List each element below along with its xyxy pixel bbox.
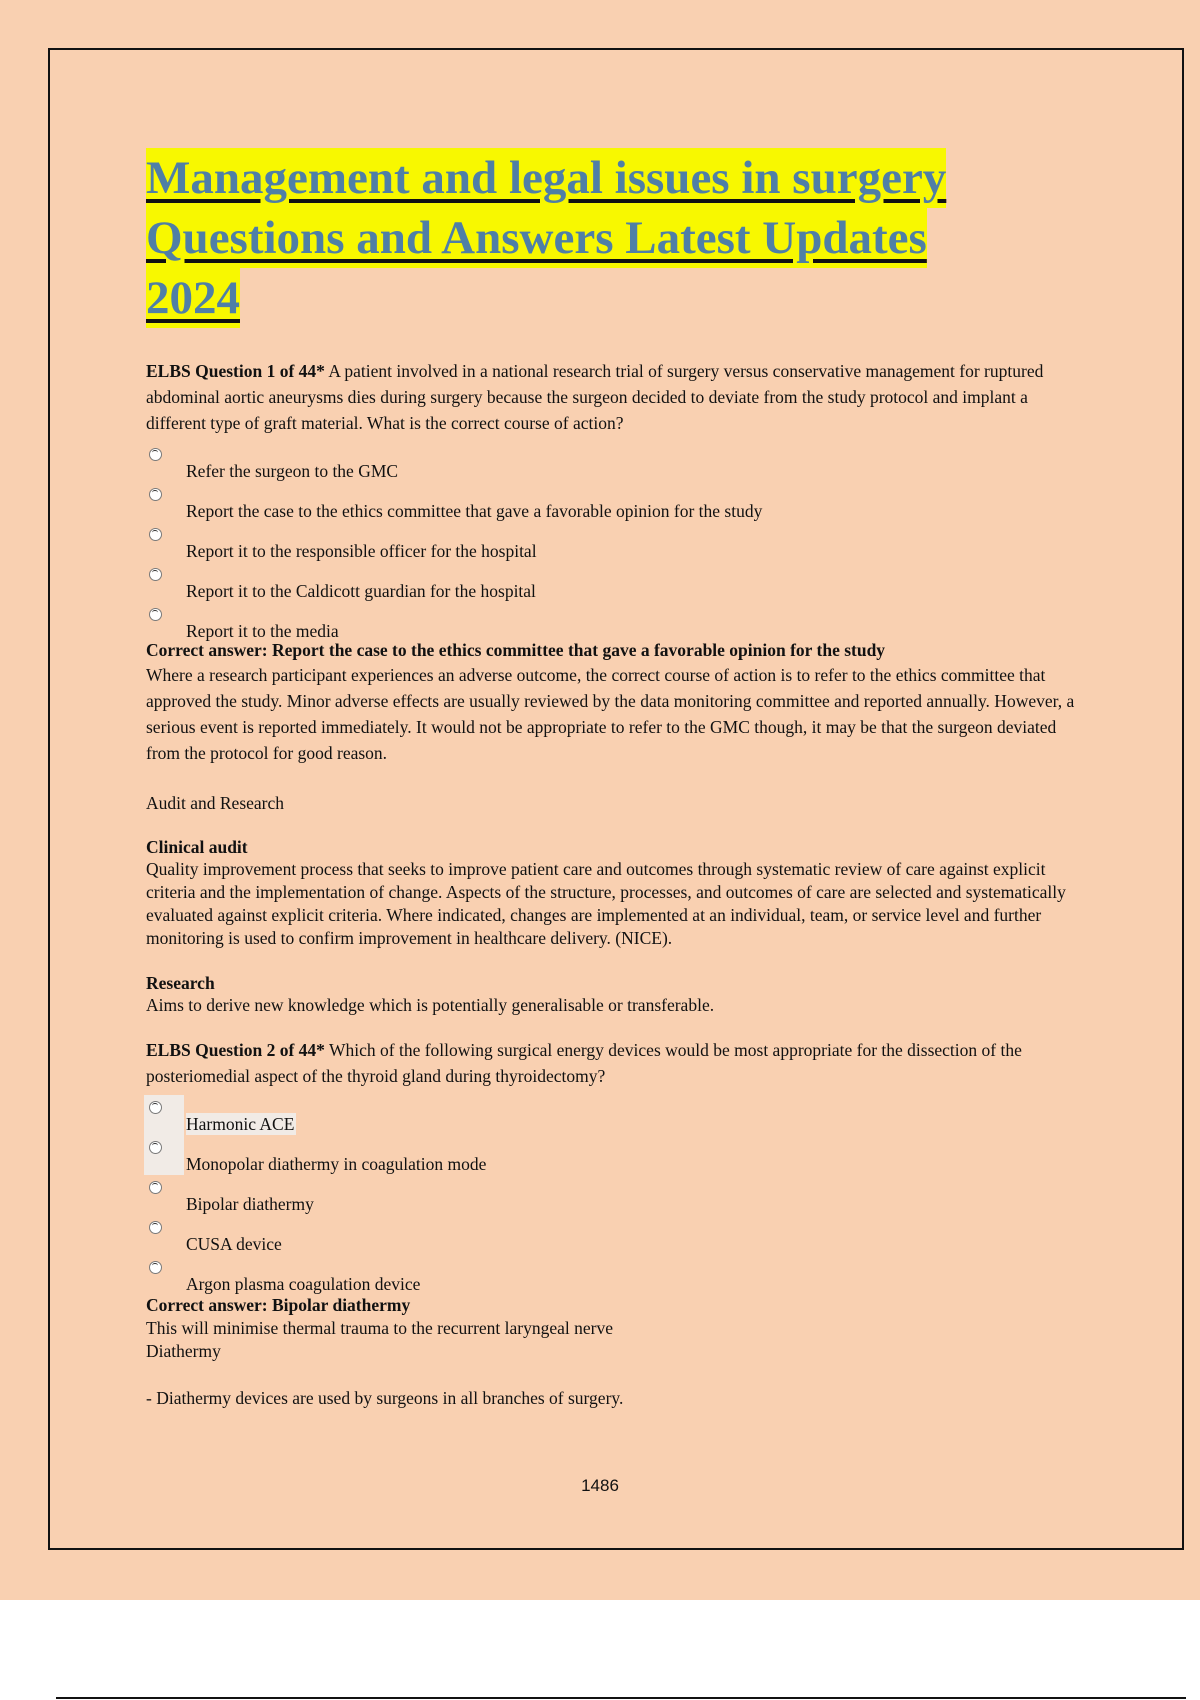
- q1-option-3[interactable]: [146, 526, 1086, 566]
- question-2-text: Which of the following surgical energy devices would be most appropriate for the dissection of the posteriomedial aspect of the thyroid gland during thyroidectomy?: [146, 1040, 1022, 1086]
- question-2-answer: Correct answer: Bipolar diathermy: [146, 1295, 411, 1315]
- clinical-audit-heading: Clinical audit: [146, 837, 248, 857]
- document-content: [146, 148, 1086, 1410]
- question-1: [146, 358, 1086, 436]
- radio-button-icon[interactable]: [149, 1261, 162, 1274]
- document-title: [146, 148, 1086, 328]
- option-label: Bipolar diathermy: [186, 1194, 314, 1214]
- option-label: Report it to the Caldicott guardian for the hospital: [186, 581, 536, 601]
- question-2: [146, 1037, 1086, 1089]
- option-highlight: [144, 1095, 184, 1135]
- question-1-options: [146, 446, 1086, 641]
- option-label: CUSA device: [186, 1234, 282, 1254]
- question-1-answer: Correct answer: Report the case to the ethics committee that gave a favorable opinion for the study: [146, 640, 886, 660]
- q2-option-2[interactable]: [146, 1139, 1086, 1179]
- question-2-note: - Diathermy devices are used by surgeons in all branches of surgery.: [146, 1388, 624, 1408]
- question-2-label: ELBS Question 2 of 44*: [146, 1040, 325, 1060]
- option-label: Report the case to the ethics committee that gave a favorable opinion for the study: [186, 501, 763, 521]
- research-heading: Research: [146, 973, 215, 993]
- q2-option-3[interactable]: [146, 1179, 1086, 1219]
- radio-button-icon[interactable]: [149, 448, 162, 461]
- option-label: Harmonic ACE: [186, 1114, 295, 1134]
- title-line-3: 2024: [146, 268, 240, 328]
- spacer: [146, 1017, 1086, 1037]
- radio-button-icon[interactable]: [149, 1141, 162, 1154]
- option-label: Report it to the media: [186, 621, 339, 641]
- radio-button-icon[interactable]: [149, 1221, 162, 1234]
- q2-option-1[interactable]: [146, 1099, 1086, 1139]
- q2-option-5[interactable]: [146, 1259, 1086, 1294]
- option-label: Argon plasma coagulation device: [186, 1274, 421, 1294]
- research-text: Aims to derive new knowledge which is potentially generalisable or transferable.: [146, 995, 715, 1015]
- title-line-1: Management and legal issues in surgery: [146, 148, 946, 208]
- option-label: Report it to the responsible officer for the hospital: [186, 541, 537, 561]
- option-highlight: [144, 1135, 184, 1175]
- radio-button-icon[interactable]: [149, 1101, 162, 1114]
- title-line-2: Questions and Answers Latest Updates: [146, 208, 927, 268]
- clinical-audit-text: Quality improvement process that seeks to improve patient care and outcomes through systematic review of care against explicit criteria and the implementation of change. Aspects of the structure, processes, and outcomes of care are selected and systematically evaluated against explicit criteria. Where indicated, changes are implemented at an individual, team, or service level and further monitoring is used to confirm improvement in healthcare delivery. (NICE).: [146, 859, 1066, 948]
- question-1-explanation: Where a research participant experiences an adverse outcome, the correct course of action is to refer to the ethics committee that approved the study. Minor adverse effects are usually reviewed by the data monitoring committee and reported annually. However, a serious event is reported immediately. It would not be appropriate to refer to the GMC though, it may be that the surgeon deviated from the protocol for good reason.: [146, 665, 1075, 763]
- radio-button-icon[interactable]: [149, 1181, 162, 1194]
- radio-button-icon[interactable]: [149, 488, 162, 501]
- radio-button-icon[interactable]: [149, 608, 162, 621]
- radio-button-icon[interactable]: [149, 528, 162, 541]
- q1-option-5[interactable]: [146, 606, 1086, 641]
- q1-option-4[interactable]: [146, 566, 1086, 606]
- question-1-text: A patient involved in a national research trial of surgery versus conservative management for ruptured abdominal aortic aneurysms dies during surgery because the surgeon decided to deviate from the study protocol and implant a different type of graft material. What is the correct course of action?: [146, 361, 1044, 433]
- bottom-rule: [56, 1697, 1186, 1699]
- radio-button-icon[interactable]: [149, 568, 162, 581]
- q1-option-1[interactable]: [146, 446, 1086, 486]
- question-2-options: [146, 1099, 1086, 1294]
- q1-option-2[interactable]: [146, 486, 1086, 526]
- question-2-explanation-line-1: This will minimise thermal trauma to the recurrent laryngeal nerve: [146, 1318, 613, 1338]
- section-label: Audit and Research: [146, 793, 285, 813]
- q2-option-4[interactable]: [146, 1219, 1086, 1259]
- question-1-label: ELBS Question 1 of 44*: [146, 361, 325, 381]
- page-number: 1486: [581, 1476, 619, 1495]
- option-label: Refer the surgeon to the GMC: [186, 461, 399, 481]
- question-2-explanation-line-2: Diathermy: [146, 1341, 221, 1361]
- option-label: Monopolar diathermy in coagulation mode: [186, 1154, 487, 1174]
